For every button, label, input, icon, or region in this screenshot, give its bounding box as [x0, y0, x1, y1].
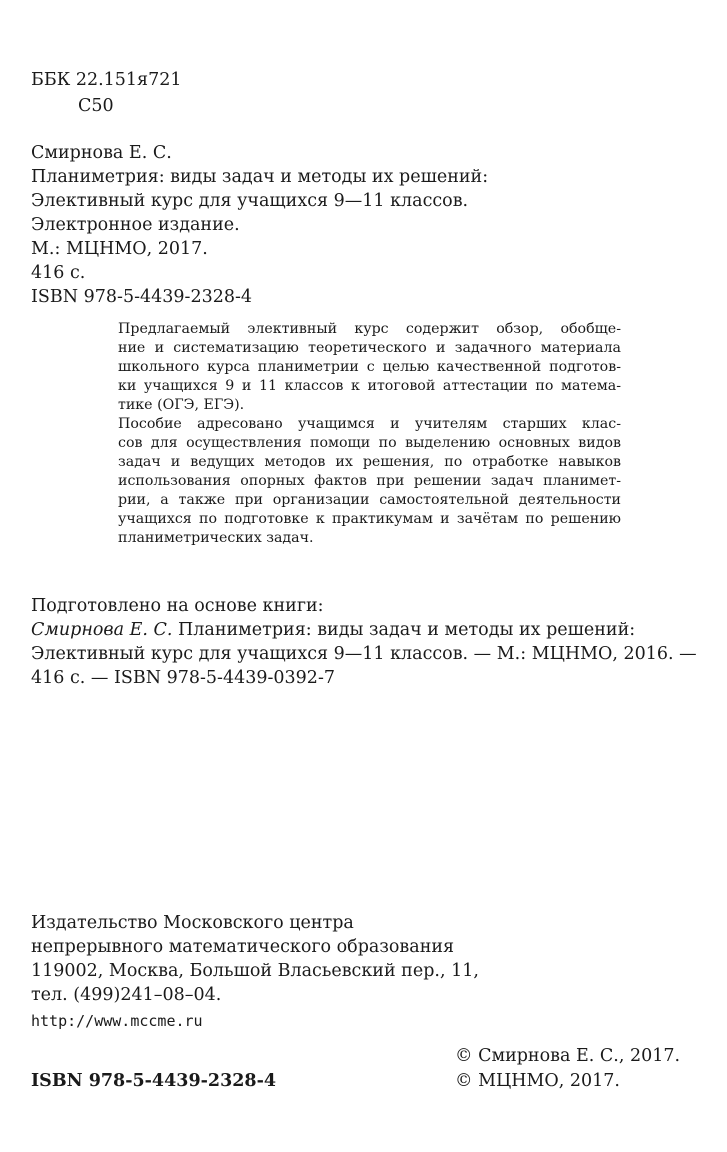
bib-isbn: ISBN 978-5-4439-2328-4 — [31, 287, 253, 307]
annotation-line: учащихся по подготовке к практикумам и зачётам по решению — [118, 511, 621, 527]
source-author: Смирнова Е. С. — [31, 620, 173, 640]
footer-isbn: ISBN 978-5-4439-2328-4 — [31, 1071, 277, 1091]
bib-edition: Электронное издание. — [31, 215, 240, 235]
imprint-line-3: 119002, Москва, Большой Власьевский пер., 11, — [31, 961, 479, 981]
annotation-line: использования опорных фактов при решении задач планимет- — [118, 473, 621, 489]
bib-title: Планиметрия: виды задач и методы их решений: — [31, 167, 489, 187]
copyright-author: © Смирнова Е. С., 2017. — [455, 1046, 681, 1066]
bib-publisher: М.: МЦНМО, 2017. — [31, 239, 208, 259]
annotation-paragraph-1 — [118, 320, 621, 415]
annotation-line: задач и ведущих методов их решения, по отработке навыков — [118, 454, 621, 470]
bib-pages: 416 с. — [31, 263, 86, 283]
annotation-line: планиметрических задач. — [118, 530, 314, 546]
source-line-2: Элективный курс для учащихся 9—11 классов. — М.: МЦНМО, 2016. — — [31, 644, 697, 664]
source-intro: Подготовлено на основе книги: — [31, 596, 324, 616]
annotation-line: Пособие адресовано учащимся и учителям старших клас- — [118, 416, 621, 432]
imprint-url[interactable]: http://www.mccme.ru — [31, 1012, 203, 1030]
annotation-line: сов для осуществления помощи по выделению основных видов — [118, 435, 621, 451]
bib-author: Смирнова Е. С. — [31, 143, 172, 163]
imprint-line-1: Издательство Московского центра — [31, 913, 354, 933]
source-line-1 — [31, 619, 635, 641]
copyright-publisher: © МЦНМО, 2017. — [455, 1071, 620, 1091]
annotation-line: ки учащихся 9 и 11 классов к итоговой аттестации по матема- — [118, 378, 621, 394]
annotation-line: тике (ОГЭ, ЕГЭ). — [118, 397, 245, 413]
source-line-3: 416 с. — ISBN 978-5-4439-0392-7 — [31, 668, 335, 688]
imprint-line-2: непрерывного математического образования — [31, 937, 455, 957]
annotation-line: ние и систематизацию теоретического и задачного материала — [118, 340, 621, 356]
annotation-line: Предлагаемый элективный курс содержит обзор, обобще- — [118, 321, 621, 337]
author-mark: С50 — [78, 96, 114, 116]
source-title: Планиметрия: виды задач и методы их решений: — [172, 620, 636, 640]
annotation-paragraph-2 — [118, 415, 621, 548]
annotation — [118, 320, 621, 548]
annotation-line: рии, а также при организации самостоятельной деятельности — [118, 492, 621, 508]
bib-subtitle: Элективный курс для учащихся 9—11 классов. — [31, 191, 469, 211]
imprint-phone: тел. (499)241–08–04. — [31, 985, 222, 1005]
annotation-line: школьного курса планиметрии с целью качественной подготов- — [118, 359, 621, 375]
bbk-code: ББК 22.151я721 — [31, 70, 182, 90]
